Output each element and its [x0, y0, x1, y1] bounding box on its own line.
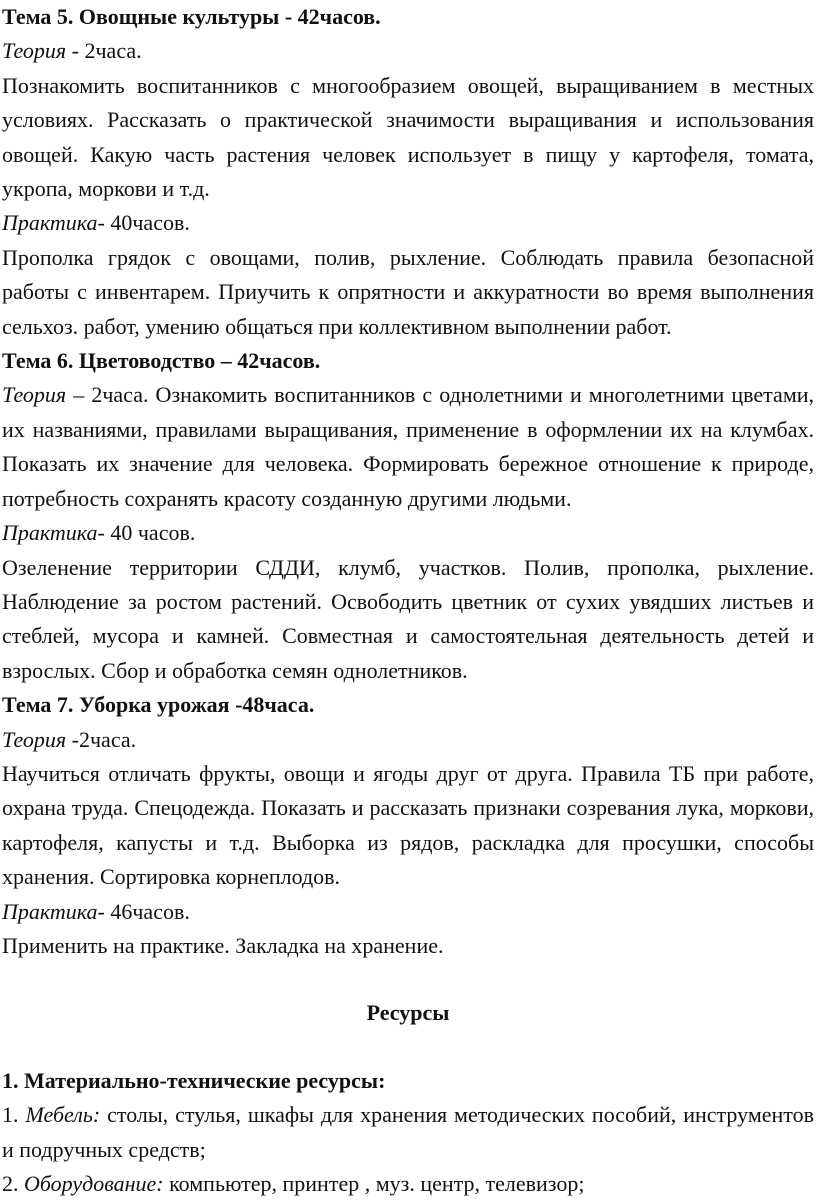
topic-7-practice-line — [2, 895, 814, 929]
theory-label: Теория — [2, 382, 67, 408]
practice-label: Практика — [2, 898, 98, 924]
resource-item-equipment — [2, 1167, 814, 1201]
topic-6-title: Тема 6. Цветоводство – 42часов. — [2, 348, 321, 374]
topic-5-theory-line — [2, 34, 814, 68]
theory-hours: 2часа. — [78, 726, 137, 752]
practice-separator: - — [97, 210, 111, 236]
resources-heading: Ресурсы — [366, 1000, 450, 1026]
theory-hours: 2часа. — [84, 38, 142, 64]
practice-separator: - — [97, 520, 111, 546]
topic-7-theory-text: Научиться отличать фрукты, овощи и ягоды друг от друга. Правила ТБ при работе, охрана труда. Спецодежда. Показать и рассказать признаки созревания лука, моркови, картофеля, капусты и т.д. Выборка из рядов, раскладка для просушки, способы хранения. Сортировка корнеплодов. — [2, 760, 814, 890]
document-page — [2, 0, 814, 1201]
topic-6-practice-line — [2, 516, 814, 550]
theory-separator: – — [66, 382, 92, 408]
item-label: Мебель: — [25, 1102, 101, 1128]
theory-separator: - — [66, 726, 79, 752]
practice-hours: 40часов. — [110, 210, 190, 236]
item-number: 2. — [2, 1171, 19, 1196]
item-number: 1. — [2, 1102, 19, 1128]
theory-separator: - — [66, 38, 85, 64]
topic-5-practice-line — [2, 206, 814, 240]
item-text: столы, стулья, шкафы для хранения методических пособий, инструментов и подручных средств; — [2, 1102, 814, 1162]
theory-text: 2часа. Ознакомить воспитанников с однолетними и многолетними цветами, их названиями, правилами выращивания, применение в оформлении их на клумбах. Показать их значение для человека. Формировать бережное отношение к природе, потребность сохранять красоту созданную другими людьми. — [2, 382, 815, 511]
topic-5-theory-text: Познакомить воспитанников с многообразием овощей, выращиванием в местных условиях. Рассказать о практической значимости выращивания и использования овощей. Какую часть растения человек использует в пищу у картофеля, томата, укропа, моркови и т.д. — [2, 72, 814, 202]
topic-7-theory-line — [2, 723, 814, 757]
topic-7-title: Тема 7. Уборка урожая -48часа. — [2, 692, 315, 718]
practice-separator: - — [97, 898, 111, 924]
topic-7-practice-text: Применить на практике. Закладка на хранение. — [2, 932, 444, 958]
practice-label: Практика — [2, 520, 98, 546]
resources-section-title: 1. Материально-технические ресурсы: — [2, 1067, 386, 1093]
resource-item-furniture — [2, 1098, 814, 1167]
topic-5-title: Тема 5. Овощные культуры - 42часов. — [2, 4, 381, 29]
theory-label: Теория — [2, 38, 67, 64]
practice-label: Практика — [2, 210, 98, 236]
item-text: компьютер, принтер , муз. центр, телевизор; — [169, 1171, 585, 1196]
topic-6-theory-paragraph — [2, 378, 814, 516]
practice-hours: 40 часов. — [110, 520, 196, 546]
topic-6-practice-text: Озеленение территории СДДИ, клумб, участков. Полив, прополка, рыхление. Наблюдение за ростом растений. Освободить цветник от сухих увядших листьев и стеблей, мусора и камней. Совместная и самостоятельная деятельность детей и взрослых. Сбор и обработка семян однолетников. — [2, 554, 814, 683]
topic-5-practice-text: Прополка грядок с овощами, полив, рыхление. Соблюдать правила безопасной работы с инвентарем. Приучить к опрятности и аккуратности во время выполнения сельхоз. работ, умению общаться при коллективном выполнении работ. — [2, 244, 814, 339]
practice-hours: 46часов. — [110, 898, 190, 924]
item-label: Оборудование: — [24, 1171, 164, 1196]
theory-label: Теория — [2, 726, 67, 752]
